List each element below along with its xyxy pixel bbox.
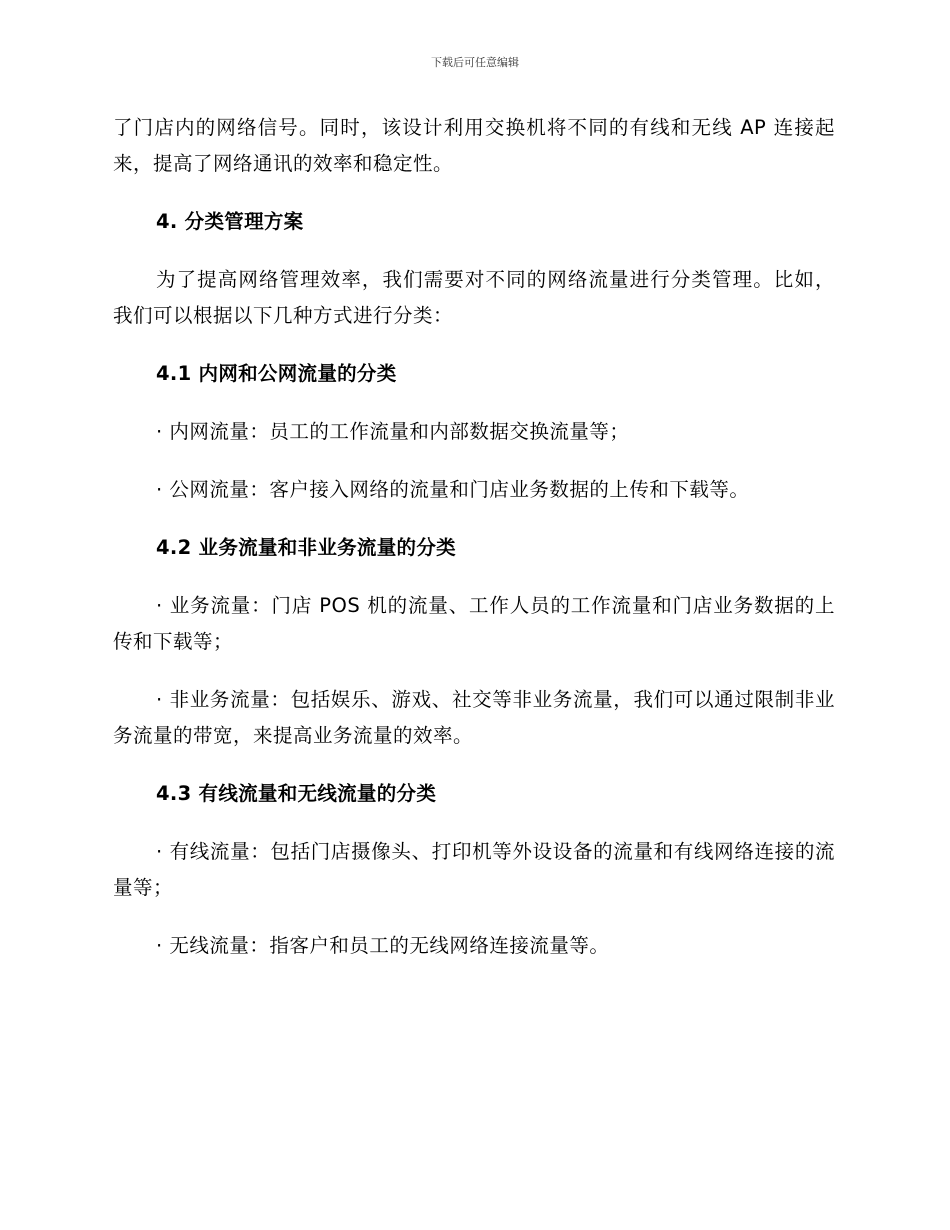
list-item-business-traffic: · 业务流量：门店 POS 机的流量、工作人员的工作流量和门店业务数据的上传和下载等； <box>113 594 835 653</box>
section-4-heading: 4. 分类管理方案 <box>156 210 304 233</box>
page-header: 下载后可任意编辑 <box>431 56 519 69</box>
section-4-2-heading: 4.2 业务流量和非业务流量的分类 <box>156 536 456 559</box>
list-item-wired-traffic: · 有线流量：包括门店摄像头、打印机等外设设备的流量和有线网络连接的流量等； <box>113 840 835 899</box>
section-4-3-heading: 4.3 有线流量和无线流量的分类 <box>156 782 437 805</box>
section-4-1-heading: 4.1 内网和公网流量的分类 <box>156 362 397 385</box>
section-4-paragraph: 为了提高网络管理效率，我们需要对不同的网络流量进行分类管理。比如，我们可以根据以下几种方式进行分类： <box>113 268 835 327</box>
list-item-intranet-traffic: · 内网流量：员工的工作流量和内部数据交换流量等； <box>156 420 630 443</box>
list-item-wireless-traffic: · 无线流量：指客户和员工的无线网络连接流量等。 <box>156 934 610 957</box>
list-item-non-business-traffic: · 非业务流量：包括娱乐、游戏、社交等非业务流量，我们可以通过限制非业务流量的带宽，来提高业务流量的效率。 <box>113 688 835 747</box>
list-item-public-traffic: · 公网流量：客户接入网络的流量和门店业务数据的上传和下载等。 <box>156 478 750 501</box>
document-body <box>113 110 835 964</box>
intro-paragraph: 了门店内的网络信号。同时，该设计利用交换机将不同的有线和无线 AP 连接起来，提高了网络通讯的效率和稳定性。 <box>113 116 835 175</box>
